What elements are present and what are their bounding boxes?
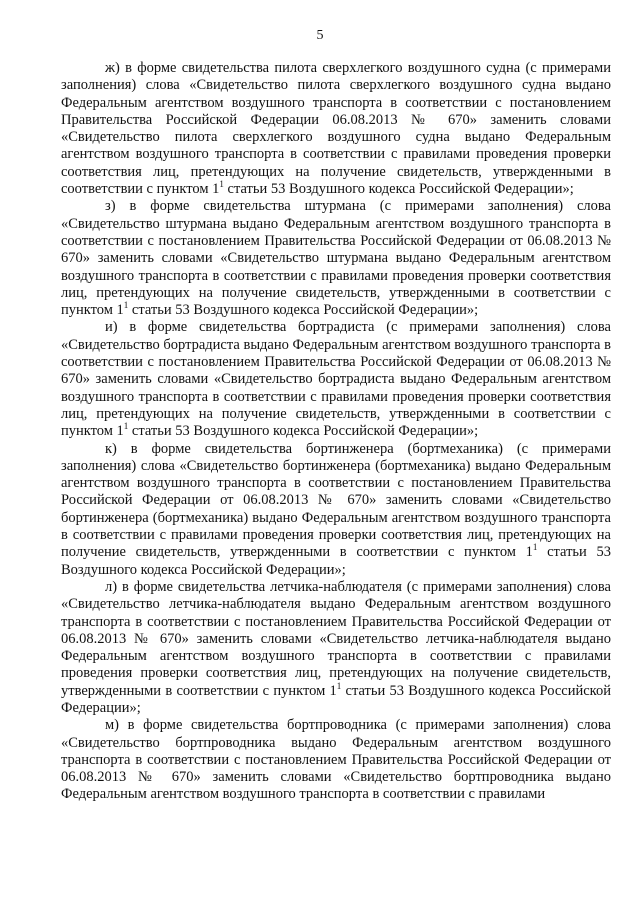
paragraph-text-end: статьи 53 Воздушного кодекса Российской Федерации»;	[61, 544, 611, 578]
superscript: 1	[123, 421, 129, 432]
paragraph-text-end: статьи 53 Воздушного кодекса Российской Федерации»;	[223, 181, 574, 198]
paragraph-text: л) в форме свидетельства летчика-наблюдателя (с примерами заполнения) слова «Свидетельство летчика-наблюдателя выдано Федеральным агентством воздушного транспорта в соответствии с постановлением Правительства Российской Федерации от 06.08.2013 № 670» заменить словами «Свидетельство летчика-наблюдателя выдано Федеральным агентством воздушного транспорта в соответствии с правилами проведения проверки соответствия лиц, претендующих на получение свидетельств, утвержденными в соответствии с пунктом 1	[61, 578, 611, 699]
paragraph-l	[61, 579, 611, 717]
superscript: 1	[123, 300, 129, 311]
paragraph-z	[61, 198, 611, 319]
paragraph-m	[61, 717, 611, 803]
page-number: 5	[316, 28, 324, 43]
paragraph-text: и) в форме свидетельства бортрадиста (с примерами заполнения) слова «Свидетельство бортрадиста выдано Федеральным агентством воздушного транспорта в соответствии с постановлением Правительства Российской Федерации от 06.08.2013 № 670» заменить словами «Свидетельство бортрадиста выдано Федеральным агентством воздушного транспорта в соответствии с правилами проведения проверки соответствия лиц, претендующих на получение свидетельств, утвержденными в соответствии с пунктом 1	[61, 319, 611, 440]
paragraph-text: з) в форме свидетельства штурмана (с примерами заполнения) слова «Свидетельство штурмана выдано Федеральным агентством воздушного транспорта в соответствии с постановлением Правительства Российской Федерации от 06.08.2013 № 670» заменить словами «Свидетельство штурмана выдано Федеральным агентством воздушного транспорта в соответствии с правилами проведения проверки соответствия лиц, претендующих на получение свидетельств, утвержденными в соответствии с пунктом 1	[61, 198, 611, 319]
paragraph-text: ж) в форме свидетельства пилота сверхлегкого воздушного судна (с примерами заполнения) слова «Свидетельство пилота сверхлегкого воздушного судна выдано Федеральным агентством воздушного транспорта в соответствии с постановлением Правительства Российской Федерации 06.08.2013 № 670» заменить словами «Свидетельство пилота сверхлегкого воздушного судна выдано Федеральным агентством воздушного транспорта в соответствии с правилами проведения проверки соответствия лиц, претендующих на получение свидетельств, утвержденными в соответствии с пунктом 1	[61, 60, 611, 198]
paragraph-text-end: статьи 53 Воздушного кодекса Российской Федерации»;	[61, 682, 611, 716]
superscript: 1	[532, 542, 538, 553]
paragraph-text: м) в форме свидетельства бортпроводника (с примерами заполнения) слова «Свидетельство бортпроводника выдано Федеральным агентством воздушного транспорта в соответствии с постановлением Правительства Российской Федерации от 06.08.2013 № 670» заменить словами «Свидетельство бортпроводника выдано Федеральным агентством воздушного транспорта в соответствии с правилами	[61, 717, 611, 803]
paragraph-i	[61, 319, 611, 440]
paragraph-text-end: статьи 53 Воздушного кодекса Российской Федерации»;	[128, 302, 479, 319]
paragraph-k	[61, 441, 611, 579]
paragraph-zh	[61, 60, 611, 198]
document-body	[61, 60, 611, 804]
paragraph-text-end: статьи 53 Воздушного кодекса Российской Федерации»;	[128, 423, 479, 440]
superscript: 1	[336, 680, 342, 691]
paragraph-text: к) в форме свидетельства бортинженера (бортмеханика) (с примерами заполнения) слова «Свидетельство бортинженера (бортмеханика) выдано Федеральным агентством воздушного транспорта в соответствии с постановлением Правительства Российской Федерации от 06.08.2013 № 670» заменить словами «Свидетельство бортинженера (бортмеханика) выдано Федеральным агентством воздушного транспорта в соответствии с правилами проведения проверки соответствия лиц, претендующих на получение свидетельств, утвержденными в соответствии с пунктом 1	[61, 440, 611, 561]
superscript: 1	[219, 179, 224, 190]
